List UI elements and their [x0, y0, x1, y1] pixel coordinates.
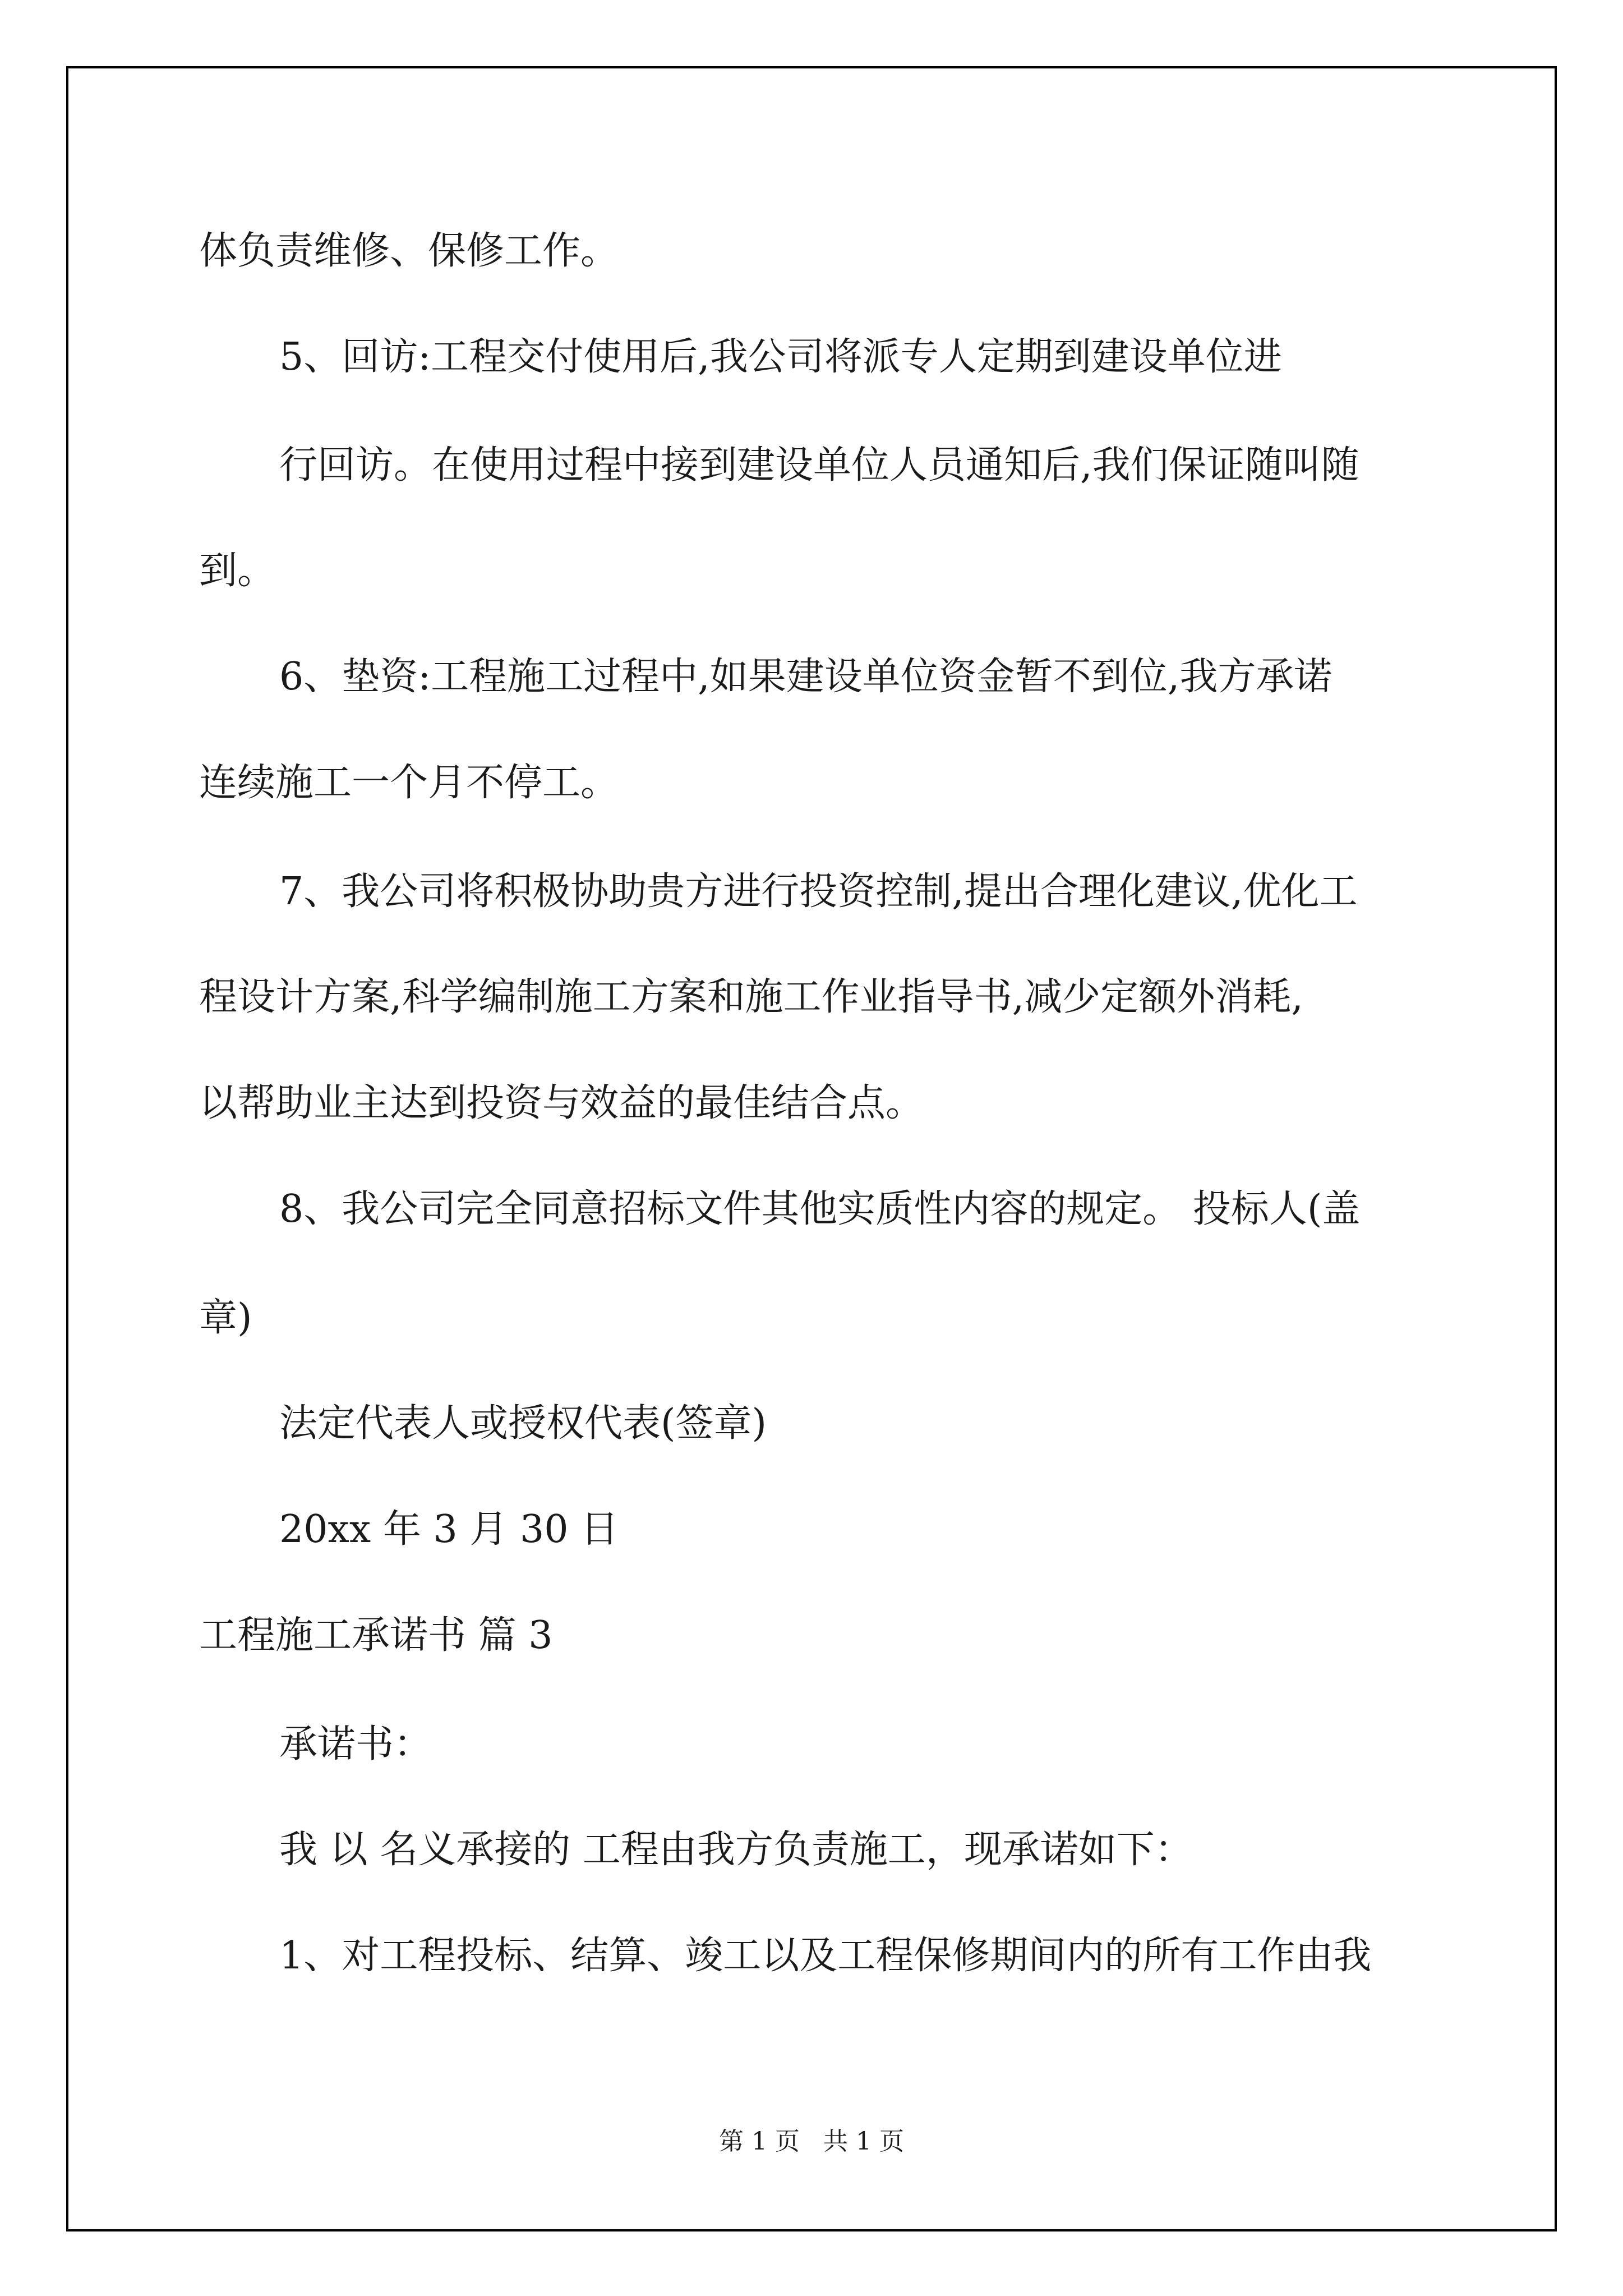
body-line-3: 行回访。在使用过程中接到建设单位人员通知后,我们保证随叫随 [279, 443, 1359, 487]
page-border [66, 66, 1557, 2231]
body-line-11: 章) [199, 1296, 252, 1340]
body-line-4: 到。 [199, 549, 276, 593]
body-line-17: 1、对工程投标、结算、竣工以及工程保修期间内的所有工作由我 [279, 1934, 1372, 1978]
body-line-9: 以帮助业主达到投资与效益的最佳结合点。 [199, 1081, 924, 1125]
body-line-6: 连续施工一个月不停工。 [199, 761, 619, 805]
body-line-12: 法定代表人或授权代表(签章) [279, 1401, 767, 1446]
body-line-10: 8、我公司完全同意招标文件其他实质性内容的规定。 投标人(盖 [279, 1187, 1361, 1231]
body-line-2: 5、回访:工程交付使用后,我公司将派专人定期到建设单位进 [279, 335, 1282, 379]
date-line: 20xx 年 3 月 30 日 [279, 1507, 619, 1552]
body-line-1: 体负责维修、保修工作。 [199, 229, 619, 273]
page-number-footer: 第 1 页 共 1 页 [719, 2127, 904, 2156]
body-line-16: 我 以 名义承接的 工程由我方负责施工，现承诺如下： [279, 1828, 1193, 1872]
section-heading: 工程施工承诺书 篇 3 [199, 1613, 553, 1658]
body-line-5: 6、垫资:工程施工过程中,如果建设单位资金暂不到位,我方承诺 [279, 655, 1332, 699]
body-line-15: 承诺书： [279, 1722, 432, 1766]
body-line-8: 程设计方案,科学编制施工方案和施工作业指导书,减少定额外消耗, [199, 975, 1303, 1019]
body-line-7: 7、我公司将积极协助贵方进行投资控制,提出合理化建议,优化工 [279, 869, 1358, 914]
